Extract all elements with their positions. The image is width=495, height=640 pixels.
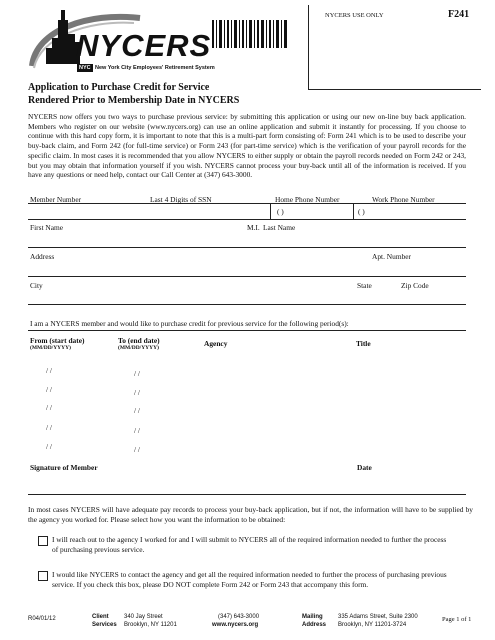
purchase-statement: I am a NYCERS member and would like to purchase credit for previous service for the following period(s): (30, 319, 349, 328)
to-date-input[interactable]: / / (134, 426, 140, 435)
zip-input[interactable] (400, 290, 466, 304)
barcode (212, 20, 288, 48)
mailing-address-1: 335 Adams Street, Suite 2300 (338, 614, 418, 620)
form-number: F241 (448, 9, 470, 20)
state-label: State (357, 281, 372, 290)
signature-label: Signature of Member (30, 463, 98, 472)
option-nycers-text: I would like NYCERS to contact the agency and get all the required information needed to further the process of purchasing previous service. If you check this box, please DO NOT complete Form 242 or Form 243 that accompany this form. (52, 570, 447, 589)
apt-label: Apt. Number (372, 252, 411, 261)
last-name-label: Last Name (263, 223, 296, 232)
address-label: Address (30, 252, 55, 261)
title-input[interactable] (354, 363, 466, 379)
option-self-text: I will reach out to the agency I worked for and I will submit to NYCERS all of the required information needed to further the process of purchasing previous service. (52, 535, 447, 554)
first-name-label: First Name (30, 223, 64, 232)
from-date-input[interactable]: / / (46, 423, 52, 432)
from-date-input[interactable]: / / (46, 403, 52, 412)
to-date-input[interactable]: / / (134, 388, 140, 397)
address-input[interactable] (28, 261, 370, 276)
agency-input[interactable] (200, 363, 350, 379)
agency-input[interactable] (200, 420, 350, 436)
mi-label: M.I. (247, 223, 260, 232)
revision-date: R04/01/12 (28, 616, 56, 622)
client-address-1: 340 Jay Street (124, 614, 163, 620)
title-input[interactable] (354, 439, 466, 455)
option-nycers-checkbox[interactable] (38, 571, 48, 581)
zip-label: Zip Code (401, 281, 429, 290)
sig-date-label: Date (357, 463, 372, 472)
agency-header: Agency (204, 339, 228, 348)
apt-input[interactable] (370, 261, 466, 276)
logo-badge: NYC (79, 65, 91, 71)
last-name-input[interactable] (262, 232, 466, 247)
from-date-format: (MM/DD/YYYY) (30, 345, 71, 351)
title-header: Title (356, 339, 371, 348)
mi-input[interactable] (245, 232, 261, 247)
sig-date-input[interactable] (355, 474, 466, 494)
first-name-input[interactable] (28, 232, 244, 247)
work-phone-label: Work Phone Number (372, 195, 435, 204)
signature-input[interactable] (28, 474, 354, 494)
member-number-input[interactable] (28, 204, 148, 219)
title-input[interactable] (354, 400, 466, 416)
title-input[interactable] (354, 382, 466, 398)
mailing-label-2: Address (302, 622, 327, 628)
intro-paragraph: NYCERS now offers you two ways to purchase previous service: by submitting this application or using our new on-line buy back application. Members who register on our website (www.nycers.org) can use an online application and submit it instantly for processing. If you choose to continue with this hard copy form, it is important to note that this is a multi-part form consisting of: Form 241 which is to be used to describe your buy-back claim, and Form 242 (for full-time service) or Form 243 (for part-time service) which is the verification of your payroll records for the specific claim. In most cases it is recommended that you allow NYCERS to either supply or obtain the payroll records needed on Form 242 or 243, but you may obtain that information yourself if you wish. NYCERS cannot process your buy-back until all of the information is received. If you have any questions or need help, contact our Call Center at (347) 643-3000. (28, 112, 466, 180)
footer-website[interactable]: www.nycers.org (212, 622, 259, 628)
ssn-input[interactable] (148, 204, 270, 219)
agency-input[interactable] (200, 382, 350, 398)
page-number: Page 1 of 1 (442, 616, 472, 623)
member-number-label: Member Number (30, 195, 82, 204)
home-phone-label: Home Phone Number (275, 195, 340, 204)
use-only-label: NYCERS USE ONLY (325, 12, 384, 19)
mailing-address-2: Brooklyn, NY 11201-3724 (338, 622, 407, 628)
from-date-input[interactable]: / / (46, 366, 52, 375)
barcode-graphic (212, 20, 288, 48)
option-self-checkbox[interactable] (38, 536, 48, 546)
client-label-2: Services (92, 622, 117, 628)
records-paragraph: In most cases NYCERS will have adequate pay records to process your buy-back application, but if not, the information will have to be supplied by the agency you worked for. Please select how you want the information to be obtained: (28, 505, 473, 524)
footer-phone: (347) 643-3000 (218, 614, 260, 620)
to-date-input[interactable]: / / (134, 369, 140, 378)
to-date-format: (MM/DD/YYYY) (118, 345, 159, 351)
city-label: City (30, 281, 43, 290)
client-label-1: Client (92, 614, 109, 620)
from-date-input[interactable]: / / (46, 442, 52, 451)
work-phone-input[interactable] (354, 204, 466, 219)
agency-input[interactable] (200, 400, 350, 416)
state-input[interactable] (355, 290, 399, 304)
title-line-2: Rendered Prior to Membership Date in NYCERS (28, 95, 240, 106)
home-phone-area: ( ) (277, 207, 284, 216)
ssn-label: Last 4 Digits of SSN (150, 195, 212, 204)
city-input[interactable] (28, 290, 354, 304)
logo-subtext: New York City Employees' Retirement System (95, 65, 215, 71)
to-date-input[interactable]: / / (134, 406, 140, 415)
title-line-1: Application to Purchase Credit for Service (28, 82, 210, 93)
client-address-2: Brooklyn, NY 11201 (124, 622, 177, 628)
to-date-input[interactable]: / / (134, 445, 140, 454)
from-date-header: From (start date) (30, 336, 85, 345)
work-phone-area: ( ) (358, 207, 365, 216)
title-input[interactable] (354, 420, 466, 436)
agency-input[interactable] (200, 439, 350, 455)
logo-wordmark: NYCERS (76, 28, 212, 63)
to-date-header: To (end date) (118, 336, 160, 345)
mailing-label-1: Mailing (302, 614, 323, 620)
from-date-input[interactable]: / / (46, 385, 52, 394)
